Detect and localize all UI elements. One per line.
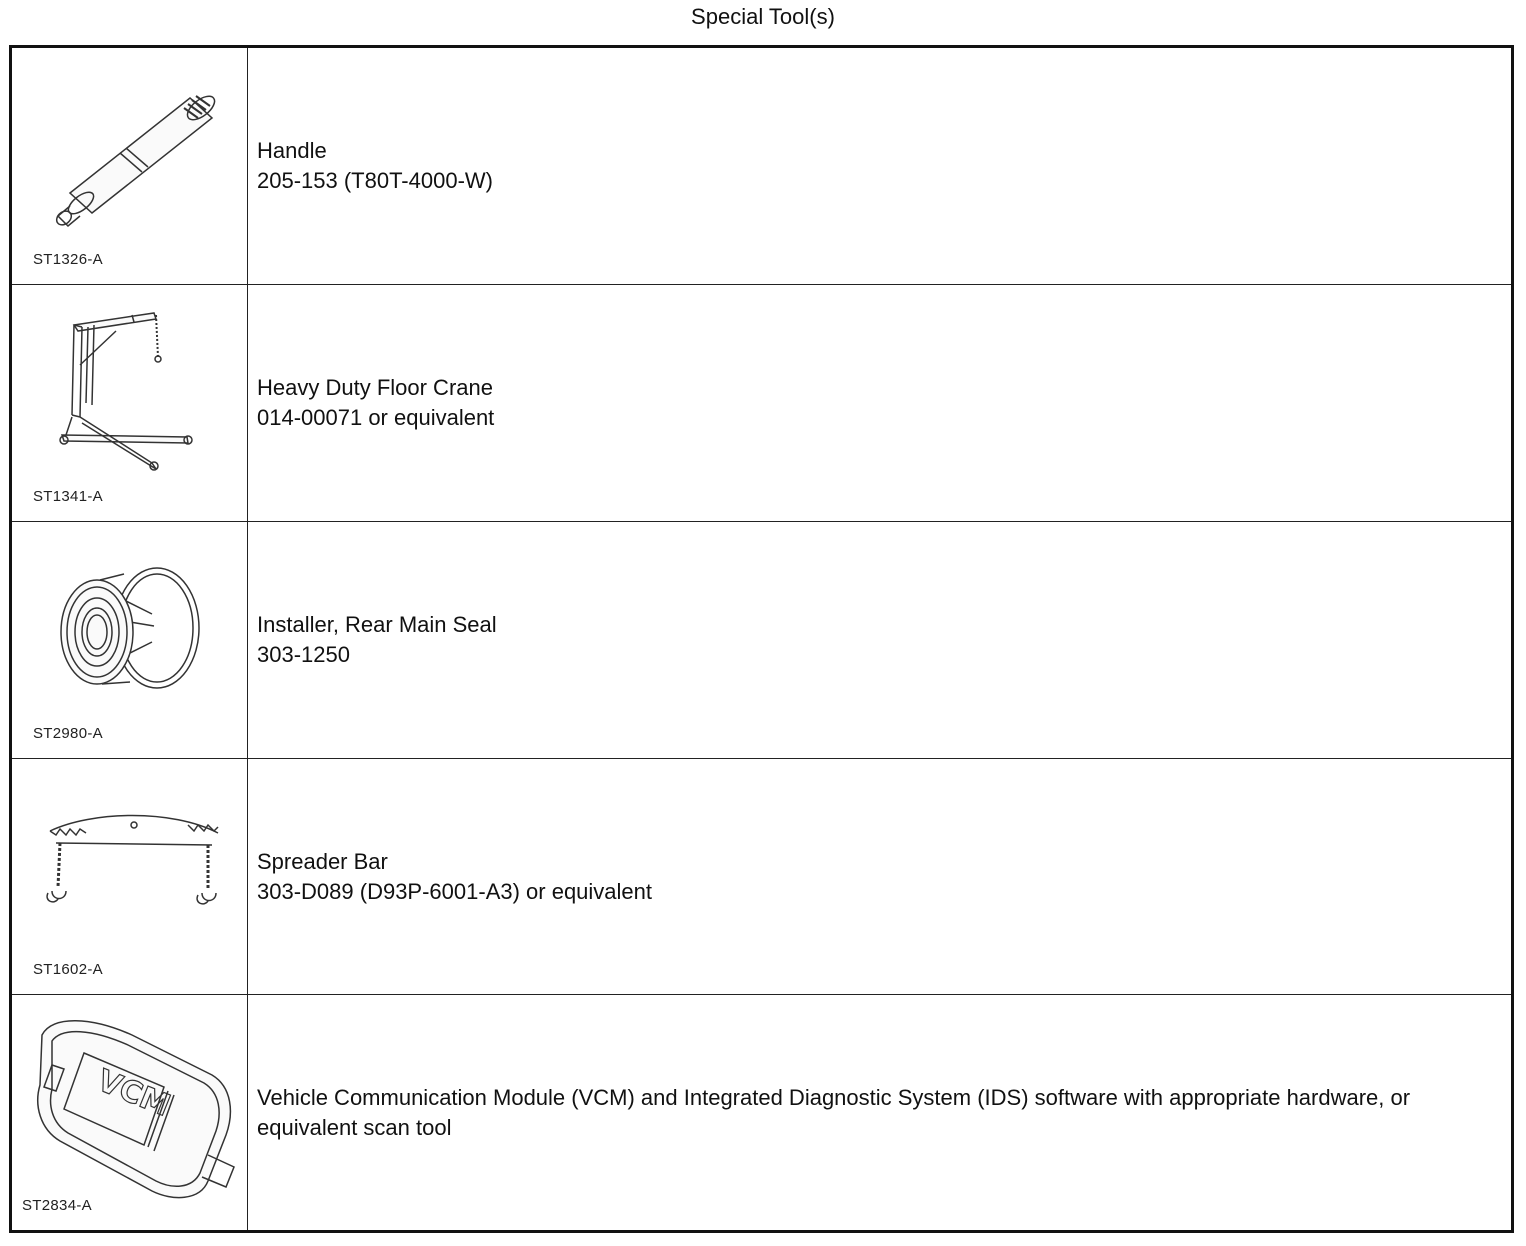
handle-icon <box>12 48 248 284</box>
vcm-module-icon <box>12 995 248 1231</box>
tool-image-cell <box>12 995 248 1230</box>
table-row <box>12 994 1511 1230</box>
table-row <box>12 48 1511 284</box>
spreader-bar-icon <box>12 759 248 995</box>
tool-image-code: ST1602-A <box>33 961 103 978</box>
table-row <box>12 758 1511 994</box>
page-title: Special Tool(s) <box>691 4 835 29</box>
tool-part-number: 303-D089 (D93P-6001-A3) or equivalent <box>257 879 653 904</box>
tool-name: Installer, Rear Main Seal <box>257 612 497 637</box>
seal-installer-icon <box>12 522 248 759</box>
tool-part-number: 303-1250 <box>257 642 350 667</box>
tool-image-cell <box>12 522 248 758</box>
tool-description <box>257 136 1491 196</box>
tool-image-code: ST1326-A <box>33 251 103 268</box>
tool-part-number: 014-00071 or equivalent <box>257 405 495 430</box>
tool-name: Spreader Bar <box>257 849 388 874</box>
floor-crane-icon <box>12 285 248 522</box>
tool-part-number: 205-153 (T80T-4000-W) <box>257 168 493 193</box>
table-row <box>12 284 1511 521</box>
special-tools-table <box>9 45 1514 1233</box>
tool-image-cell <box>12 759 248 994</box>
tool-image-code: ST2980-A <box>33 725 103 742</box>
tool-description <box>257 847 1491 907</box>
tool-image-cell <box>12 285 248 521</box>
tool-name: Heavy Duty Floor Crane <box>257 375 493 400</box>
svg-text:VCM: VCM <box>92 1063 176 1124</box>
tool-image-cell <box>12 48 248 284</box>
tool-description <box>257 1083 1491 1143</box>
tool-description <box>257 610 1491 670</box>
tool-name: Vehicle Communication Module (VCM) and Integrated Diagnostic System (IDS) software with appropriate hardware, or equivalent scan tool <box>257 1085 1411 1140</box>
tool-image-code: ST2834-A <box>22 1197 92 1214</box>
tool-description <box>257 373 1491 433</box>
tool-image-code: ST1341-A <box>33 488 103 505</box>
table-row <box>12 521 1511 758</box>
tool-name: Handle <box>257 138 327 163</box>
